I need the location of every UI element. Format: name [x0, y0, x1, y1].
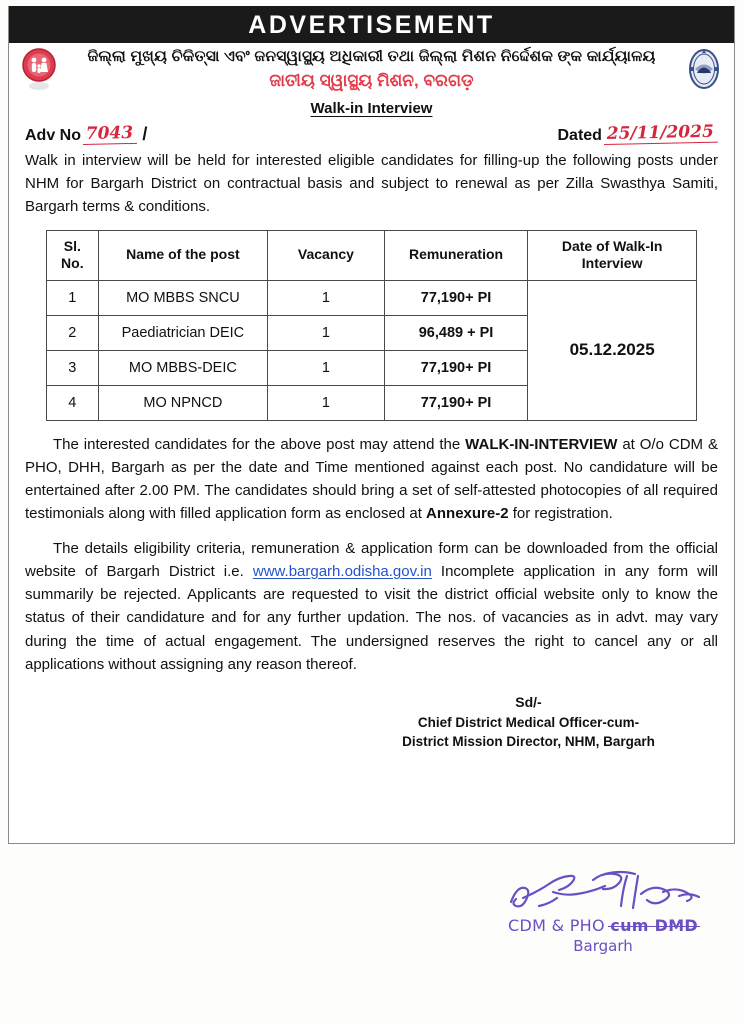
- nhm-logo: [19, 45, 59, 96]
- p2-text-a: The details eligibility criteria, remuneration & application form can be downloaded from the official website of Bargarh District i.e.: [25, 539, 718, 580]
- col-walkin-date: Date of Walk-In Interview: [528, 230, 697, 280]
- stamp-designation: [478, 916, 728, 935]
- sd-mark: Sd/-: [515, 694, 542, 711]
- p2-text-b: Incomplete application in any form will summarily be rejected. Applicants are requested to visit the district official website only to know the status of their candidature and for any further updation. The nos. of vacancies as in advt. may vary during the time of actual engagement. The undersigned reserves the right to cancel any or all applications without assigning any reason thereof.: [25, 562, 718, 673]
- cell-vacancy: 1: [267, 385, 384, 420]
- col-vacancy: Vacancy: [267, 230, 384, 280]
- advertisement-banner: ADVERTISEMENT: [9, 6, 734, 43]
- stamp-district: Bargarh: [573, 937, 633, 955]
- cell-sl-no: 3: [46, 350, 98, 385]
- paragraph-eligibility-details: [25, 537, 718, 677]
- odisha-government-emblem: [684, 45, 724, 98]
- cell-remuneration: 77,190+ PI: [384, 280, 527, 315]
- cell-vacancy: 1: [267, 280, 384, 315]
- cell-post-name: MO MBBS SNCU: [98, 280, 267, 315]
- col-remuneration: Remuneration: [384, 230, 527, 280]
- stamp-designation-struck: cum DMD: [610, 916, 698, 935]
- col-sl-no: Sl. No.: [46, 230, 98, 280]
- cell-vacancy: 1: [267, 350, 384, 385]
- adv-no-suffix: /: [142, 123, 148, 144]
- dated-label: Dated: [557, 126, 602, 144]
- signature-block: [25, 692, 702, 751]
- p1-text-b: at O/o CDM & PHO, DHH, Bargarh as per the date and Time mentioned against each post. No candidature will be entertained after 2.00 PM. The candidates should bring a set of self-attested photocopies of all required testimonials along with filled application form as enclosed at: [25, 435, 718, 523]
- advertisement-meta: [9, 119, 734, 147]
- cell-vacancy: 1: [267, 315, 384, 350]
- dated-value: 25/11/2025: [604, 123, 718, 145]
- signature-stamp: [478, 862, 728, 955]
- letterhead-header: [9, 43, 734, 95]
- p1-text-a: The interested candidates for the above post may attend the: [53, 435, 466, 453]
- vacancy-table: [46, 230, 697, 421]
- intro-paragraph: Walk in interview will be held for interested eligible candidates for filling-up the following posts under NHM for Bargarh District on contractual basis and subject to renewal as per Zilla Swasthya Samiti, Bargarh terms & conditions.: [25, 151, 718, 216]
- office-name-odia: ଜିଲ୍ଲା ମୁଖ୍ୟ ଚିକିତ୍ସା ଏବଂ ଜନସ୍ୱାସ୍ଥ୍ୟ ଅଧିକାରୀ ତଥା ଜିଲ୍ଲା ମିଶନ ନିର୍ଦ୍ଦେଶକ ଙ୍କ କାର୍ଯ୍ୟାଳୟ: [87, 48, 656, 66]
- table-header-row: [46, 230, 696, 280]
- handwritten-signature-icon: [478, 862, 728, 922]
- cell-post-name: MO MBBS-DEIC: [98, 350, 267, 385]
- cell-remuneration: 77,190+ PI: [384, 385, 527, 420]
- stamp-designation-prefix: CDM & PHO: [507, 916, 611, 935]
- adv-no-label: Adv No: [25, 126, 81, 144]
- signatory-title-1: Chief District Medical Officer-cum-: [417, 714, 640, 730]
- cell-sl-no: 1: [46, 280, 98, 315]
- cell-remuneration: 77,190+ PI: [384, 350, 527, 385]
- table-row: [46, 280, 696, 315]
- dated-field: [557, 121, 719, 145]
- cell-post-name: MO NPNCD: [98, 385, 267, 420]
- paragraph-walkin-details: [25, 433, 718, 526]
- mission-name-odia: ଜାତୀୟ ସ୍ୱାସ୍ଥ୍ୟ ମିଶନ, ବରଗଡ଼: [269, 71, 474, 91]
- cell-post-name: Paediatrician DEIC: [98, 315, 267, 350]
- adv-no-value: 7043: [83, 124, 138, 145]
- adv-no-field: [25, 124, 147, 145]
- p1-bold-walkin: WALK-IN-INTERVIEW: [465, 435, 618, 453]
- p1-bold-annexure: Annexure-2: [426, 505, 509, 523]
- cell-sl-no: 4: [46, 385, 98, 420]
- district-website-link[interactable]: www.bargarh.odisha.gov.in: [252, 562, 432, 580]
- notice-frame: [8, 6, 735, 844]
- notice-body: [9, 147, 734, 752]
- col-post-name: Name of the post: [98, 230, 267, 280]
- cell-walkin-date: 05.12.2025: [528, 280, 697, 420]
- signature-stamp-area: [8, 862, 735, 1012]
- p1-text-c: for registration.: [508, 505, 613, 523]
- cell-remuneration: 96,489 + PI: [384, 315, 527, 350]
- signatory-title-2: District Mission Director, NHM, Bargarh: [402, 734, 655, 750]
- cell-sl-no: 2: [46, 315, 98, 350]
- page-title: Walk-in Interview: [310, 99, 433, 117]
